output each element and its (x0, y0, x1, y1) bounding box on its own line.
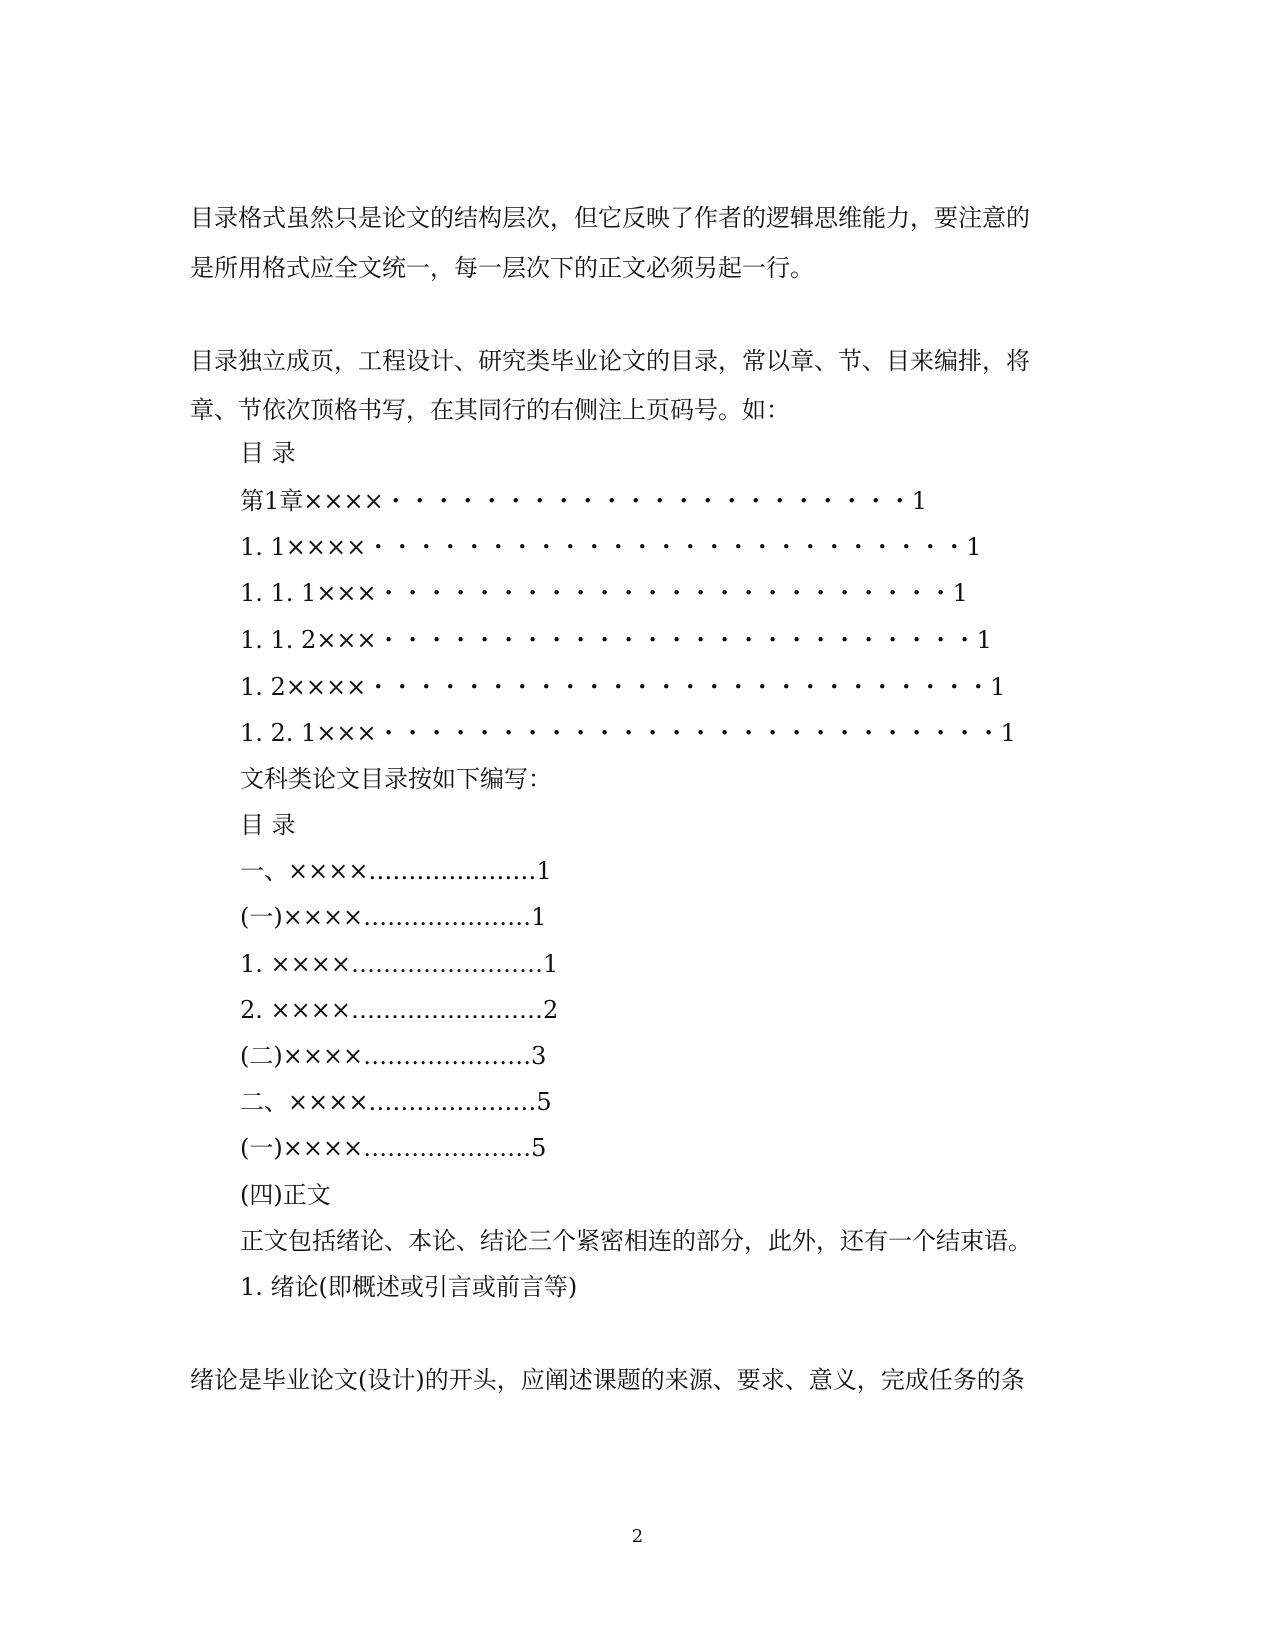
paragraph-line: 正文包括绪论、本论、结论三个紧密相连的部分，此外，还有一个结束语。 (240, 1227, 1032, 1255)
toc-entry: 1. ××××……………………1 (240, 950, 559, 978)
paragraph-line: 章、节依次顶格书写，在其同行的右侧注上页码号。如： (190, 396, 790, 424)
toc-entry: 1. 1. 1×××・・・・・・・・・・・・・・・・・・・・・・・・1 (240, 579, 968, 607)
toc-title: 目 录 (240, 811, 296, 839)
toc-entry: 1. 1××××・・・・・・・・・・・・・・・・・・・・・・・・・1 (240, 533, 982, 561)
toc-entry: 二、××××…………………5 (240, 1088, 552, 1116)
toc-title: 目 录 (240, 439, 296, 467)
toc-entry: (一)××××…………………1 (240, 903, 547, 931)
paragraph-line: 绪论是毕业论文(设计)的开头，应阐述课题的来源、要求、意义，完成任务的条 (190, 1366, 1025, 1394)
toc-entry: 1. 1. 2×××・・・・・・・・・・・・・・・・・・・・・・・・・1 (240, 626, 992, 654)
toc-entry: (一)××××…………………5 (240, 1134, 547, 1162)
toc-entry: 1. 2. 1×××・・・・・・・・・・・・・・・・・・・・・・・・・・1 (240, 719, 1016, 747)
toc-entry: 2. ××××……………………2 (240, 996, 559, 1024)
toc-entry: 第1章××××・・・・・・・・・・・・・・・・・・・・・・1 (240, 487, 927, 515)
paragraph-line: 目录格式虽然只是论文的结构层次，但它反映了作者的逻辑思维能力，要注意的 (190, 204, 1030, 232)
liberal-arts-intro: 文科类论文目录按如下编写： (240, 765, 552, 793)
subheading: 1. 绪论(即概述或引言或前言等) (240, 1273, 578, 1301)
toc-entry: (二)××××…………………3 (240, 1042, 547, 1070)
toc-entry: 一、××××…………………1 (240, 857, 552, 885)
paragraph-line: 目录独立成页，工程设计、研究类毕业论文的目录，常以章、节、目来编排，将 (190, 347, 1030, 375)
section-heading: (四)正文 (240, 1181, 331, 1209)
page-number: 2 (631, 1526, 644, 1547)
toc-entry: 1. 2××××・・・・・・・・・・・・・・・・・・・・・・・・・・1 (240, 673, 1006, 701)
paragraph-line: 是所用格式应全文统一，每一层次下的正文必须另起一行。 (190, 254, 814, 282)
